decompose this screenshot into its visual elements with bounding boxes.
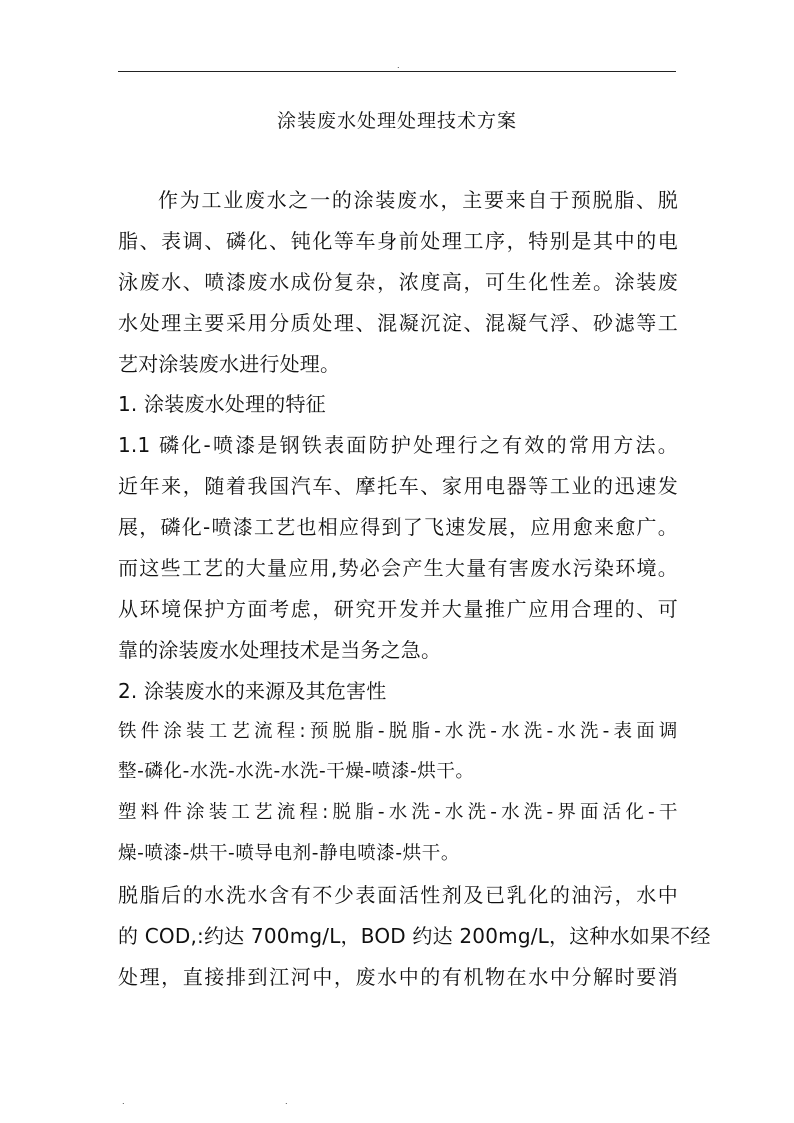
- paragraph-line: 脱脂后的水洗水含有不少表面活性剂及已乳化的油污，水中: [118, 883, 678, 908]
- paragraph-line: 作为工业废水之一的涂装废水，主要来自于预脱脂、脱: [158, 188, 678, 212]
- paragraph-line: 近年来，随着我国汽车、摩托车、家用电器等工业的迅速发: [118, 474, 678, 499]
- section-heading-2: 2. 涂装废水的来源及其危害性: [118, 678, 387, 703]
- process-flow-line: 整-磷化-水洗-水洗-水洗-干燥-喷漆-烘干。: [118, 761, 475, 783]
- paragraph-line: 而这些工艺的大量应用,势必会产生大量有害废水污染环境。: [118, 556, 678, 581]
- footer-mark-middle: .: [285, 1097, 288, 1106]
- footer-mark-left: .: [122, 1097, 125, 1106]
- paragraph-line: 水处理主要采用分质处理、混凝沉淀、混凝气浮、砂滤等工: [118, 310, 678, 335]
- document-body: [118, 180, 711, 998]
- paragraph-line: 靠的涂装废水处理技术是当务之急。: [118, 637, 442, 662]
- process-flow-line: 塑料件涂装工艺流程:脱脂-水洗-水洗-水洗-界面活化-干: [118, 802, 678, 824]
- paragraph-line: 处理，直接排到江河中，废水中的有机物在水中分解时要消: [118, 964, 678, 989]
- paragraph-line: 艺对涂装废水进行处理。: [118, 351, 341, 376]
- document-title: 涂装废水处理处理技术方案: [276, 110, 517, 132]
- header-rule: [118, 71, 676, 72]
- header-mark: .: [397, 61, 400, 70]
- paragraph-line: 从环境保护方面考虑，研究开发并大量推广应用合理的、可: [118, 596, 678, 621]
- paragraph-line: 泳废水、喷漆废水成份复杂，浓度高，可生化性差。涂装废: [118, 269, 678, 294]
- process-flow-line: 燥-喷漆-烘干-喷导电剂-静电喷漆-烘干。: [118, 843, 460, 865]
- paragraph-line: 展，磷化-喷漆工艺也相应得到了飞速发展，应用愈来愈广。: [118, 515, 678, 540]
- paragraph-line: 脂、表调、磷化、钝化等车身前处理工序，特别是其中的电: [118, 228, 678, 253]
- paragraph-line: 的 COD,:约达 700mg/L，BOD 约达 200mg/L，这种水如果不经: [118, 924, 711, 949]
- section-heading-1: 1. 涂装废水处理的特征: [118, 392, 326, 417]
- process-flow-line: 铁件涂装工艺流程:预脱脂-脱脂-水洗-水洗-水洗-表面调: [118, 720, 678, 742]
- subsection-line: 1.1 磷化-喷漆是钢铁表面防护处理行之有效的常用方法。: [118, 433, 678, 458]
